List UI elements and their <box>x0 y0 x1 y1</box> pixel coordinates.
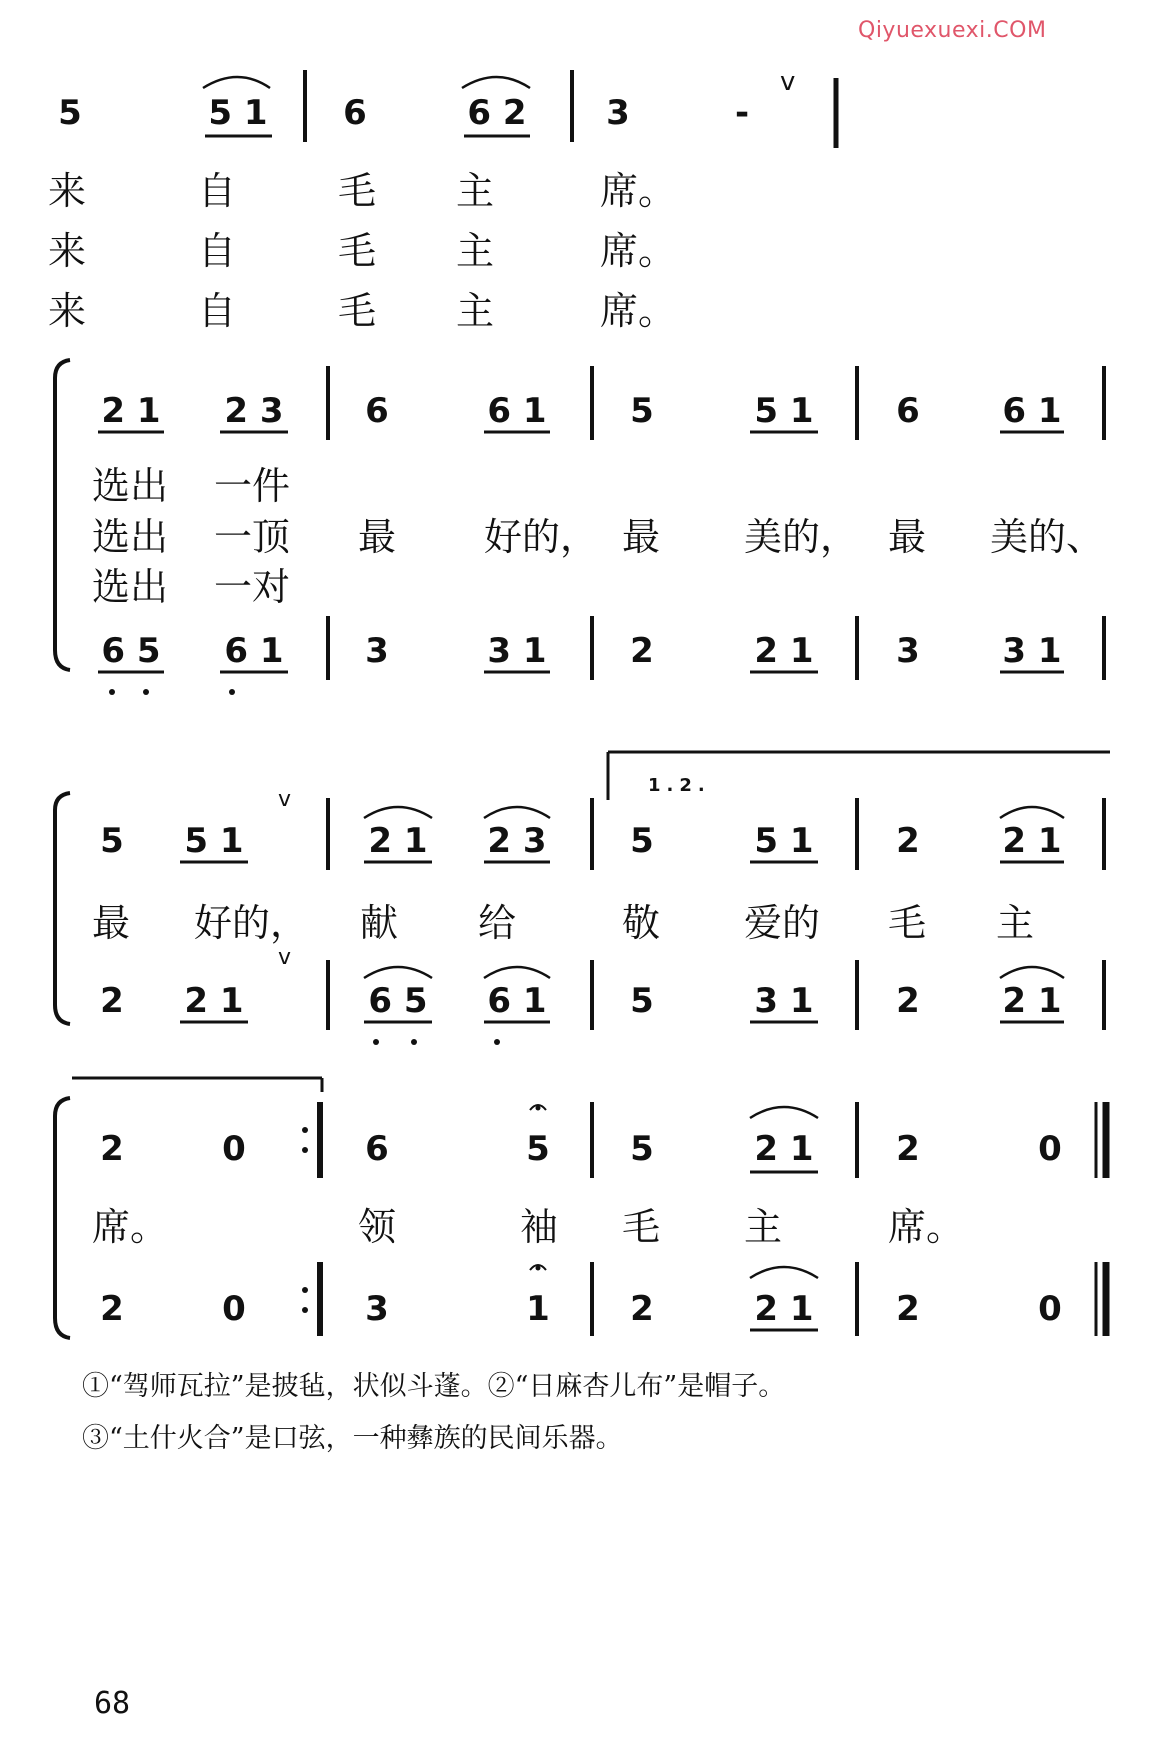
lyric: 主 <box>456 229 495 273</box>
lyric: 好的， <box>484 515 599 559</box>
note: 5 <box>100 821 124 861</box>
lyric: 给 <box>478 901 517 945</box>
note: 2 1 <box>1002 821 1062 861</box>
note: 3 1 <box>487 631 547 671</box>
lyric: 席。 <box>600 169 677 213</box>
note: 6 1 <box>224 631 284 671</box>
lyric: 领 <box>358 1205 397 1249</box>
note: 2 1 <box>1002 981 1062 1021</box>
note: 5 <box>630 821 654 861</box>
note: 2 3 <box>487 821 547 861</box>
lyric: 毛 <box>888 901 927 945</box>
svg-text:v: v <box>780 67 796 97</box>
lyric: 献 <box>360 901 399 945</box>
note: 2 1 <box>754 1289 814 1329</box>
lyric: 选出 <box>92 515 169 559</box>
note: 2 1 <box>754 1129 814 1169</box>
note: 3 <box>365 631 389 671</box>
note: 3 1 <box>754 981 814 1021</box>
note: 6 <box>365 391 389 431</box>
note: 5 <box>630 1129 654 1169</box>
lyric: 美的， <box>744 515 859 559</box>
note: 0 <box>222 1129 246 1169</box>
note: 6 1 <box>487 981 547 1021</box>
note: 2 <box>896 981 920 1021</box>
lyric: 自 <box>198 169 237 213</box>
svg-text:v: v <box>278 945 292 970</box>
note: 5 <box>630 391 654 431</box>
note: 6 <box>896 391 920 431</box>
page-number: 68 <box>94 1686 131 1721</box>
note: 2 <box>630 1289 654 1329</box>
svg-text:v: v <box>278 787 292 812</box>
note: 5 1 <box>754 391 814 431</box>
note: 2 1 <box>101 391 161 431</box>
lyric: 主 <box>996 901 1035 945</box>
note: 6 2 <box>467 93 527 133</box>
note: 5 <box>526 1129 550 1169</box>
lyric: 最 <box>888 515 927 559</box>
note: 2 1 <box>184 981 244 1021</box>
lyric: 自 <box>198 289 237 333</box>
note: 6 1 <box>1002 391 1062 431</box>
lyric: 爱的 <box>744 901 821 945</box>
volta-ending: 1.2. <box>648 775 711 796</box>
note: 0 <box>1038 1129 1062 1169</box>
note: 2 <box>100 1289 124 1329</box>
footnote-1: ①“驾师瓦拉”是披毡，状似斗蓬。②“日麻杏儿布”是帽子。 <box>82 1371 786 1402</box>
lyric: 最 <box>92 901 131 945</box>
note: 3 <box>896 631 920 671</box>
note: 0 <box>222 1289 246 1329</box>
lyric: 一对 <box>214 565 291 609</box>
lyric: 自 <box>198 229 237 273</box>
lyric: 一件 <box>214 464 291 508</box>
note: 2 1 <box>368 821 428 861</box>
lyric: 最 <box>622 515 661 559</box>
note: - <box>734 93 750 133</box>
lyric: 好的， <box>194 901 309 945</box>
note: 5 <box>58 93 82 133</box>
note: 3 1 <box>1002 631 1062 671</box>
note: 2 <box>896 1289 920 1329</box>
lyric: 席。 <box>600 229 677 273</box>
watermark: Qiyuexuexi.COM <box>858 18 1047 43</box>
note: 2 3 <box>224 391 284 431</box>
lyric: 毛 <box>338 229 377 273</box>
lyric: 选出 <box>92 464 169 508</box>
lyric: 毛 <box>338 169 377 213</box>
note: 2 <box>896 1129 920 1169</box>
note: 6 1 <box>487 391 547 431</box>
note: 5 1 <box>208 93 268 133</box>
lyric: 敬 <box>622 901 661 945</box>
note: 6 5 <box>101 631 161 671</box>
lyric: 选出 <box>92 565 169 609</box>
lyric: 毛 <box>622 1205 661 1249</box>
lyric: 主 <box>456 289 495 333</box>
note: 6 <box>343 93 367 133</box>
note: 6 5 <box>368 981 428 1021</box>
note: 0 <box>1038 1289 1062 1329</box>
lyric: 一顶 <box>214 515 291 559</box>
lyric: 席。 <box>600 289 677 333</box>
footnote-2: ③“土什火合”是口弦，一种彝族的民间乐器。 <box>82 1423 623 1454</box>
note: 5 1 <box>184 821 244 861</box>
note: 2 1 <box>754 631 814 671</box>
lyric: 袖 <box>520 1205 559 1249</box>
note: 2 <box>630 631 654 671</box>
lyric: 美的、 <box>990 515 1105 559</box>
note: 3 <box>606 93 630 133</box>
lyric: 主 <box>456 169 495 213</box>
lyric: 席。 <box>92 1205 169 1249</box>
note: 2 <box>100 981 124 1021</box>
note: 5 1 <box>754 821 814 861</box>
note: 2 <box>100 1129 124 1169</box>
note: 6 <box>365 1129 389 1169</box>
lyric: 毛 <box>338 289 377 333</box>
lyric: 主 <box>744 1205 783 1249</box>
lyric: 最 <box>358 515 397 559</box>
note: 1 <box>526 1289 550 1329</box>
note: 3 <box>365 1289 389 1329</box>
lyric: 来 <box>48 289 87 333</box>
note: 2 <box>896 821 920 861</box>
lyric: 来 <box>48 169 87 213</box>
lyric: 席。 <box>888 1205 965 1249</box>
note: 5 <box>630 981 654 1021</box>
lyric: 来 <box>48 229 87 273</box>
